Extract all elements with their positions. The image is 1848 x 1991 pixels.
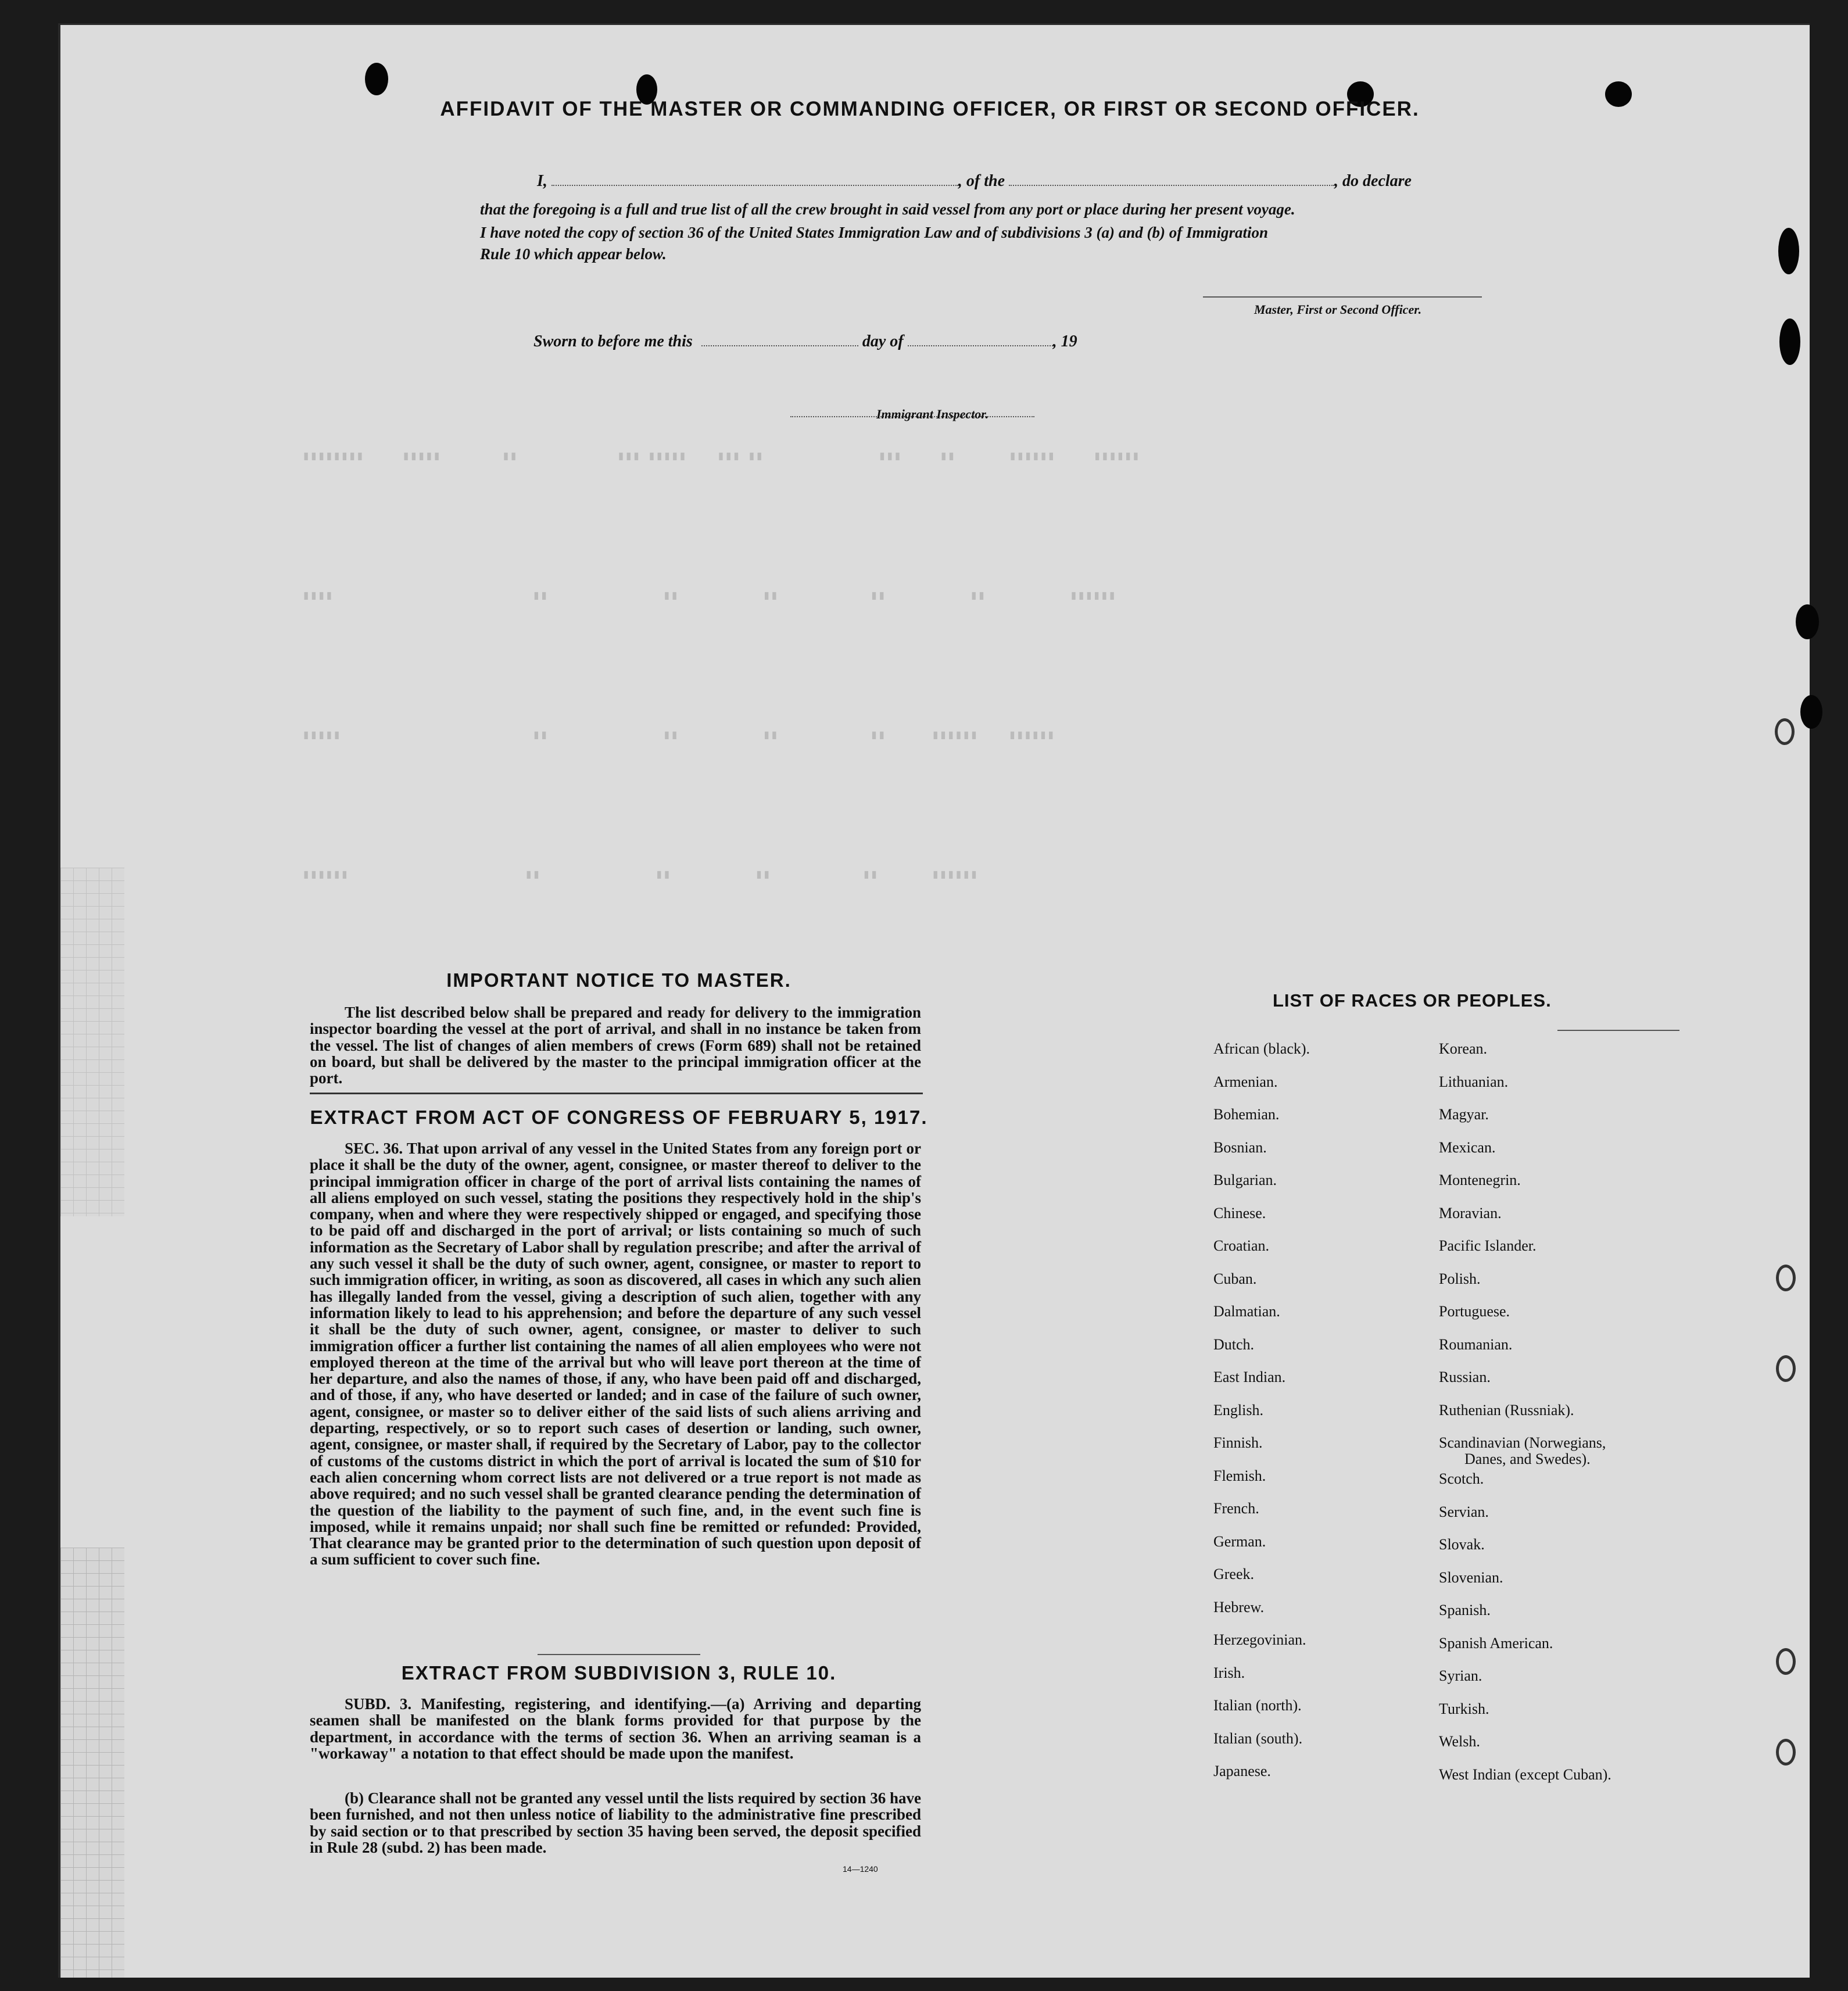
notice-text: The list described below shall be prepared and ready for delivery to the immigration inspector boarding the vessel at the port of arrival, and shall in no instance be taken from the vessel. The list of changes of alien members of crews (Form 689) shall not be retained on board, but shall be delivered by the master to the principal immigration officer at the port. bbox=[310, 1004, 921, 1087]
race-item: Armenian. bbox=[1213, 1073, 1278, 1090]
race-item: German. bbox=[1213, 1532, 1266, 1550]
race-item: African (black). bbox=[1213, 1040, 1310, 1057]
act-text: SEC. 36. That upon arrival of any vessel in the United States from any foreign port or place it shall be the duty of the owner, agent, consignee, or master thereof to deliver to the principal immigration officer in charge of the port of arrival lists containing the names of all aliens employed on such vessel, stating the positions they respectively hold in the ship's company, when and where they were respectively shipped or engaged, and specifying those to be paid off and discharged in the port of arrival; or lists containing so much of such information as the Secretary of Labor shall by regulation prescribe; and after the arrival of any such vessel it shall be the duty of such owner, agent, consignee, or master to report to such immigration officer, in writing, as soon as discovered, all cases in which any such alien has illegally landed from the vessel, giving a description of such alien, together with any information likely to lead to his apprehension; and before the departure of any such vessel it shall be the duty of such owner, agent, consignee, or master to deliver to such immigration officer a further list containing the names of all alien employees who were not employed thereon at the time of the arrival but who will leave port thereon at the time of her departure, and also the names of those, if any, who have been paid off and discharged, and of those, if any, who have deserted or landed; and in case of the failure of such owner, agent, consignee, or master so to deliver either of the said lists of such aliens arriving and departing, respectively, or so to report such cases of desertion or landing, such owner, agent, consignee, or master shall, if required by the Secretary of Labor, pay to the collector of customs of the customs district in which the port of arrival is located the sum of $10 for each alien concerning whom correct lists are not delivered or a true report is not made as above required; and no such vessel shall be granted clearance pending the determination of the question of the liability to the payment of such fine, and, in the event such fine is imposed, while it remains unpaid; nor shall such fine be remitted or refunded: Provided, That clearance may be granted prior to the determination of such question upon deposit of a sum sufficient to cover such fine. bbox=[310, 1140, 921, 1569]
subd-b-text: (b) Clearance shall not be granted any vessel until the lists required by section 36 have been furnished, and not then unless notice of liability to the administrative fine prescribed by said section or to that prescribed by section 35 having been served, the deposit specified in Rule 28 (subd. 2) has been made. bbox=[310, 1789, 921, 1856]
race-item: Croatian. bbox=[1213, 1237, 1270, 1254]
day-of-label: day of bbox=[862, 332, 904, 350]
race-item: East Indian. bbox=[1213, 1369, 1286, 1385]
punch-hole-outline bbox=[1776, 1739, 1796, 1766]
affidavit-line-2: that the foregoing is a full and true list of all the crew brought in said vessel from any port or place during her present voyage. bbox=[480, 200, 1295, 218]
affidavit-line-4: Rule 10 which appear below. bbox=[480, 245, 667, 263]
race-item: Turkish. bbox=[1439, 1700, 1489, 1717]
sworn-day-field[interactable] bbox=[701, 345, 858, 346]
punch-hole bbox=[1605, 81, 1632, 107]
punch-hole-outline bbox=[1776, 1648, 1796, 1675]
races-heading-rule bbox=[1557, 1030, 1679, 1031]
race-item: Dutch. bbox=[1213, 1335, 1255, 1353]
affidavit-declare-label: , do declare bbox=[1334, 172, 1412, 190]
race-item: Bosnian. bbox=[1213, 1138, 1267, 1156]
vessel-name-field[interactable] bbox=[1009, 185, 1334, 186]
section-divider bbox=[538, 1654, 700, 1655]
race-item: Italian (south). bbox=[1213, 1729, 1303, 1747]
race-item: Scandinavian (Norwegians, bbox=[1439, 1434, 1606, 1451]
race-item: Portuguese. bbox=[1439, 1303, 1510, 1320]
subd-a-text: SUBD. 3. Manifesting, registering, and identifying.—(a) Arriving and departing seamen shall be manifested on the blank forms provided for that purpose by the department, in accordance with the terms of section 36. When an arriving seaman is a "workaway" a notation to that effect should be made upon the manifest. bbox=[310, 1695, 921, 1762]
punch-hole-outline bbox=[1776, 1265, 1796, 1291]
punch-hole bbox=[365, 63, 388, 95]
race-item: Lithuanian. bbox=[1439, 1073, 1509, 1090]
race-item: French. bbox=[1213, 1500, 1259, 1517]
sworn-label: Sworn to before me this bbox=[533, 332, 693, 350]
race-item: Montenegrin. bbox=[1439, 1172, 1521, 1188]
race-item: Moravian. bbox=[1439, 1204, 1502, 1222]
punch-hole bbox=[1779, 318, 1800, 365]
race-item: Cuban. bbox=[1213, 1270, 1257, 1287]
race-item: English. bbox=[1213, 1401, 1263, 1419]
affidavit-line-1 bbox=[537, 172, 1412, 191]
act-heading: EXTRACT FROM ACT OF CONGRESS OF FEBRUARY 5, 1917. bbox=[310, 1106, 928, 1128]
race-item: Bulgarian. bbox=[1213, 1172, 1277, 1188]
race-item: Pacific Islander. bbox=[1439, 1237, 1537, 1254]
affidavit-i-label: I, bbox=[537, 172, 547, 190]
punch-hole bbox=[1796, 604, 1819, 639]
affidavit-line-3: I have noted the copy of section 36 of the United States Immigration Law and of subdivisions 3 (a) and (b) of Immigration bbox=[480, 224, 1269, 241]
bleed-through-text: ▮▮▮▮ ▮▮ ▮▮ ▮▮ ▮▮ ▮▮ ▮▮▮▮▮▮ bbox=[302, 589, 1116, 603]
section-divider bbox=[310, 1093, 923, 1094]
punch-hole-outline bbox=[1775, 718, 1795, 745]
race-item: Magyar. bbox=[1439, 1106, 1489, 1123]
inspector-caption: Immigrant Inspector. bbox=[876, 407, 989, 421]
race-item: Scotch. bbox=[1439, 1470, 1484, 1487]
master-signature-line[interactable] bbox=[1203, 296, 1482, 298]
race-item: Danes, and Swedes). bbox=[1464, 1451, 1591, 1467]
race-item: Mexican. bbox=[1439, 1138, 1496, 1156]
race-item: Russian. bbox=[1439, 1369, 1491, 1385]
notice-heading: IMPORTANT NOTICE TO MASTER. bbox=[446, 969, 792, 991]
race-item: Syrian. bbox=[1439, 1667, 1482, 1684]
officer-name-field[interactable] bbox=[551, 185, 958, 186]
race-item: Welsh. bbox=[1439, 1733, 1480, 1750]
rule-heading: EXTRACT FROM SUBDIVISION 3, RULE 10. bbox=[401, 1662, 837, 1684]
affidavit-of-label: , of the bbox=[958, 172, 1005, 190]
bleed-through-text: ▮▮▮▮▮ ▮▮ ▮▮ ▮▮ ▮▮ ▮▮▮▮▮▮ ▮▮▮▮▮▮ bbox=[302, 728, 1055, 743]
bleed-through-text: ▮▮▮▮▮▮▮▮ ▮▮▮▮▮ ▮▮ ▮▮▮ ▮▮▮▮▮ ▮▮▮ ▮▮ ▮▮▮ ▮▮ ▮▮▮▮▮▮ ▮▮▮▮▮▮ bbox=[302, 449, 1140, 464]
year-label: , 19 bbox=[1052, 332, 1077, 350]
race-item: Slovenian. bbox=[1439, 1569, 1503, 1586]
race-item: Flemish. bbox=[1213, 1467, 1266, 1484]
race-item: Herzegovinian. bbox=[1213, 1631, 1306, 1648]
grid-paper-strip bbox=[60, 868, 124, 1216]
race-item: Bohemian. bbox=[1213, 1106, 1280, 1123]
sworn-line bbox=[533, 332, 1077, 351]
race-item: Dalmatian. bbox=[1213, 1303, 1280, 1320]
master-caption: Master, First or Second Officer. bbox=[1254, 302, 1422, 317]
race-item: Japanese. bbox=[1213, 1763, 1271, 1779]
sworn-month-field[interactable] bbox=[908, 345, 1053, 346]
race-item: Greek. bbox=[1213, 1566, 1255, 1582]
race-item: Polish. bbox=[1439, 1270, 1481, 1287]
punch-hole-outline bbox=[1776, 1355, 1796, 1382]
punch-hole bbox=[1778, 228, 1799, 274]
race-item: Slovak. bbox=[1439, 1536, 1485, 1553]
race-item: Roumanian. bbox=[1439, 1335, 1513, 1353]
race-item: Italian (north). bbox=[1213, 1697, 1302, 1714]
race-item: Ruthenian (Russniak). bbox=[1439, 1401, 1574, 1419]
grid-paper-strip bbox=[60, 1548, 124, 1978]
affidavit-heading: AFFIDAVIT OF THE MASTER OR COMMANDING OFFICER, OR FIRST OR SECOND OFFICER. bbox=[440, 98, 1420, 120]
bleed-through-text: ▮▮▮▮▮▮ ▮▮ ▮▮ ▮▮ ▮▮ ▮▮▮▮▮▮ bbox=[302, 868, 978, 882]
race-item: Korean. bbox=[1439, 1040, 1488, 1057]
race-item: Irish. bbox=[1213, 1664, 1245, 1681]
race-item: West Indian (except Cuban). bbox=[1439, 1766, 1611, 1783]
race-item: Finnish. bbox=[1213, 1434, 1263, 1451]
race-item: Spanish. bbox=[1439, 1602, 1491, 1618]
punch-hole bbox=[1800, 695, 1822, 729]
race-item: Chinese. bbox=[1213, 1204, 1266, 1222]
form-number: 14—1240 bbox=[843, 1864, 878, 1874]
races-heading: LIST OF RACES OR PEOPLES. bbox=[1273, 990, 1552, 1011]
race-item: Hebrew. bbox=[1213, 1598, 1265, 1616]
race-item: Spanish American. bbox=[1439, 1634, 1553, 1652]
race-item: Servian. bbox=[1439, 1503, 1489, 1520]
